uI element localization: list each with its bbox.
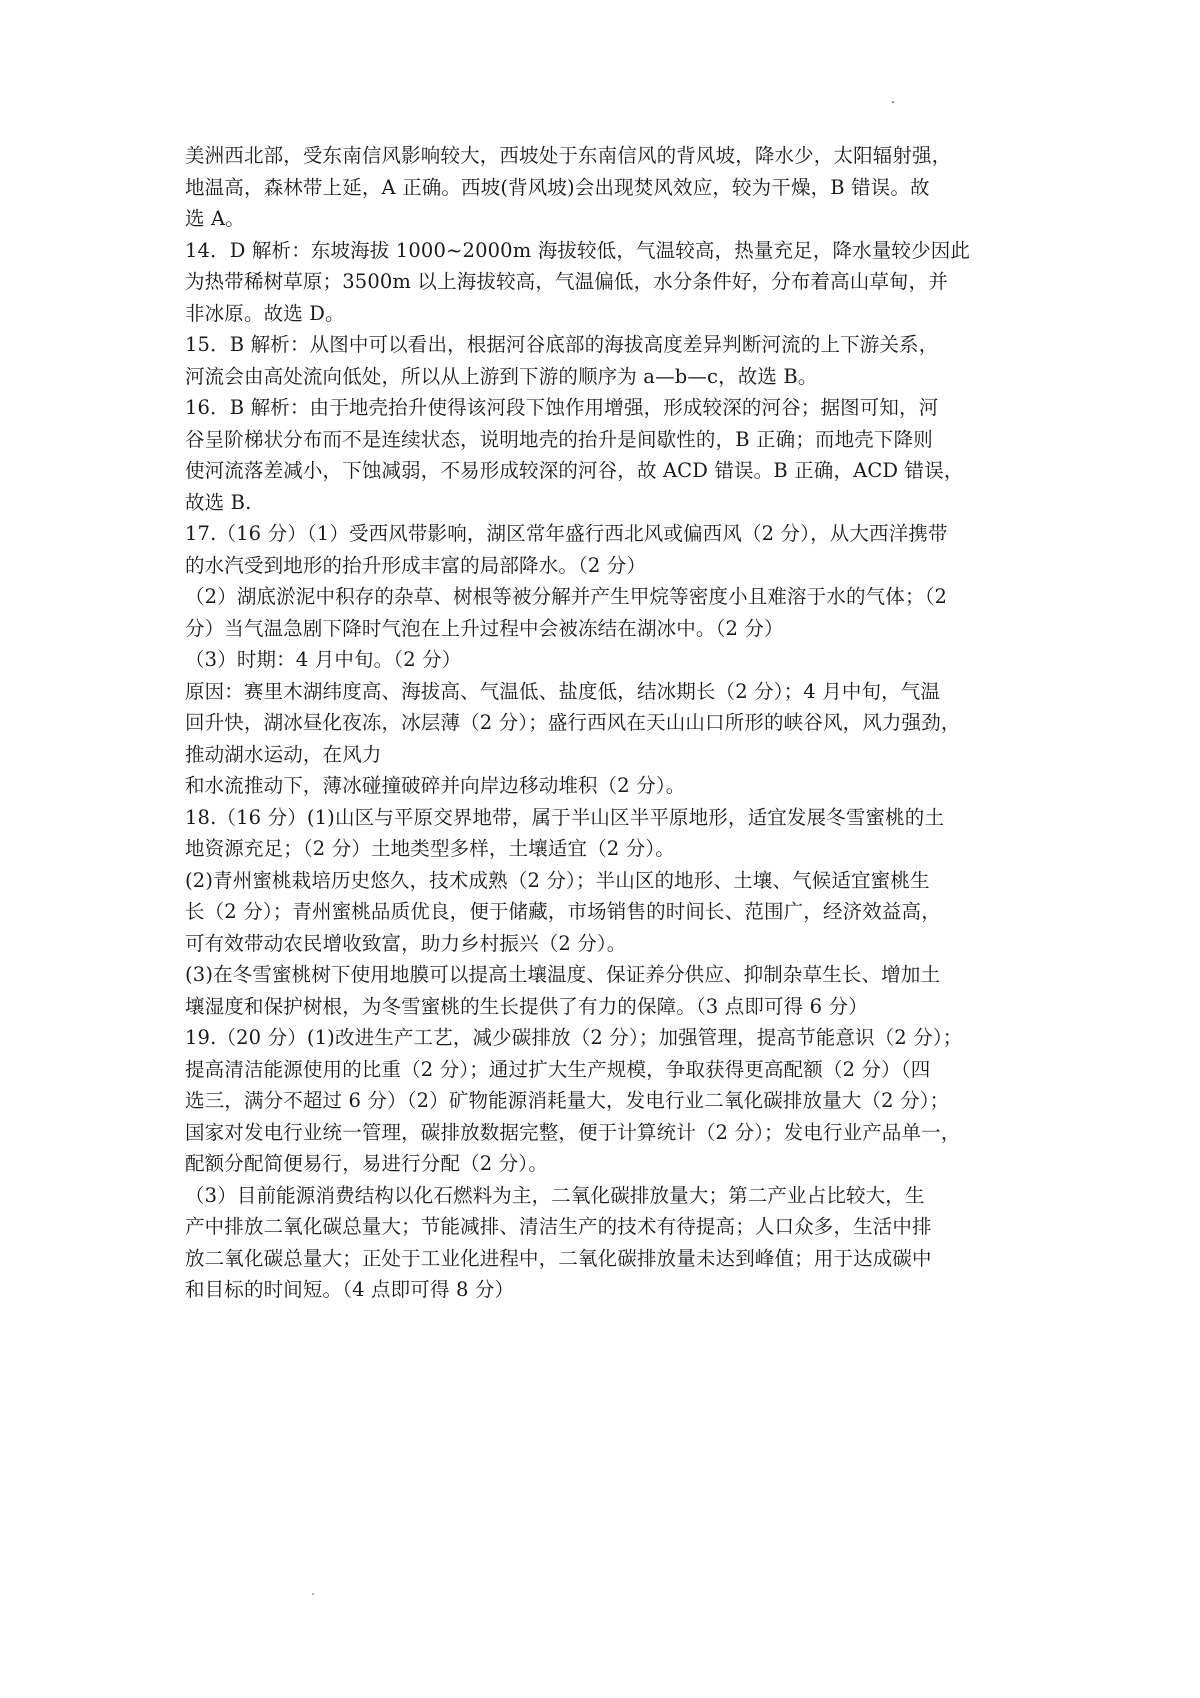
text-line: 非冰原。故选 D。 [185, 301, 345, 325]
text-line: （3）时期：4 月中旬。（2 分） [185, 648, 462, 671]
text-line: 回升快，湖冰昼化夜冻，冰层薄（2 分）；盛行西风在天山山口所形的峡谷风，风力强劲， [185, 711, 961, 734]
answer-17-line: 17.（16 分）（1）受西风带影响，湖区常年盛行西北风或偏西风（2 分），从大西洋携带 [185, 522, 948, 545]
text-line: 选 A。 [185, 207, 245, 230]
text-line: 可有效带动农民增收致富，助力乡村振兴（2 分）。 [185, 931, 627, 955]
text-line: 推动湖水运动，在风力 [185, 742, 382, 766]
scan-speck [312, 1593, 314, 1595]
answer-text-block [185, 140, 1035, 1306]
text-line: 选三，满分不超过 6 分）（2）矿物能源消耗量大，发电行业二氧化碳排放量大（2 分）； [185, 1089, 950, 1112]
text-line: 壤湿度和保护树根，为冬雪蜜桃的生长提供了有力的保障。（3 点即可得 6 分） [185, 994, 868, 1018]
text-line: 故选 B. [185, 490, 252, 514]
text-line: （2）湖底淤泥中积存的杂草、树根等被分解并产生甲烷等密度小且难溶于水的气体；（2 [185, 585, 948, 608]
text-line: 国家对发电行业统一管理，碳排放数据完整，便于计算统计（2 分）；发电行业产品单一， [185, 1120, 961, 1144]
text-line: 和目标的时间短。（4 点即可得 8 分） [185, 1278, 515, 1301]
text-line: 配额分配简便易行，易进行分配（2 分）。 [185, 1152, 548, 1175]
answer-14-line: 14．D 解析：东坡海拔 1000~2000m 海拔较低，气温较高，热量充足，降水量较少因此 [185, 238, 971, 262]
text-line: 提高清洁能源使用的比重（2 分）；通过扩大生产规模，争取获得更高配额（2 分）（四 [185, 1057, 931, 1081]
text-line: 为热带稀树草原；3500m 以上海拔较高，气温偏低，水分条件好，分布着高山草甸，并 [185, 270, 948, 293]
text-line: 的水汽受到地形的抬升形成丰富的局部降水。（2 分） [185, 553, 647, 577]
text-line: 美洲西北部，受东南信风影响较大，西坡处于东南信风的背风坡，降水少，太阳辐射强， [185, 144, 952, 167]
text-line: 长（2 分）；青州蜜桃品质优良，便于储藏，市场销售的时间长、范围广，经济效益高， [185, 900, 941, 923]
text-line: 原因：赛里木湖纬度高、海拔高、气温低、盐度低，结冰期长（2 分）；4 月中旬，气温 [185, 679, 941, 703]
scan-speck [892, 101, 894, 103]
text-line: (3)在冬雪蜜桃树下使用地膜可以提高土壤温度、保证养分供应、抑制杂草生长、增加土 [185, 963, 941, 986]
answer-15-line: 15．B 解析：从图中可以看出，根据河谷底部的海拔高度差异判断河流的上下游关系， [185, 333, 939, 356]
text-line: 和水流推动下，薄冰碰撞破碎并向岸边移动堆积（2 分）。 [185, 774, 686, 797]
text-line: (2)青州蜜桃栽培历史悠久，技术成熟（2 分）；半山区的地形、土壤、气候适宜蜜桃生 [185, 868, 930, 892]
text-line: 谷呈阶梯状分布而不是连续状态，说明地壳的抬升是间歇性的，B 正确；而地壳下降则 [185, 427, 933, 451]
text-line: 使河流落差减小，下蚀减弱，不易形成较深的河谷，故 ACD 错误。B 正确，ACD 错误， [185, 459, 964, 482]
text-line: 河流会由高处流向低处，所以从上游到下游的顺序为 a—b—c，故选 B。 [185, 364, 818, 388]
answer-18-line: 18.（16 分）(1)山区与平原交界地带，属于半山区半平原地形，适宜发展冬雪蜜桃的土 [185, 805, 945, 829]
text-line: 地资源充足；（2 分）土地类型多样，土壤适宜（2 分）。 [185, 837, 675, 860]
answer-16-line: 16．B 解析：由于地壳抬升使得该河段下蚀作用增强，形成较深的河谷；据图可知，河 [185, 396, 939, 419]
text-line: 放二氧化碳总量大；正处于工业化进程中，二氧化碳排放量未达到峰值；用于达成碳中 [185, 1246, 932, 1270]
answer-19-line: 19.（20 分）(1)改进生产工艺，减少碳排放（2 分）；加强管理，提高节能意识（2 分）； [185, 1026, 963, 1049]
text-line: 地温高，森林带上延，A 正确。西坡(背风坡)会出现焚风效应，较为干燥，B 错误。故 [185, 175, 930, 199]
text-line: 产中排放二氧化碳总量大；节能减排、清洁生产的技术有待提高；人口众多，生活中排 [185, 1215, 932, 1238]
text-line: 分）当气温急剧下降时气泡在上升过程中会被冻结在湖冰中。（2 分） [185, 616, 784, 640]
text-line: （3）目前能源消费结构以化石燃料为主，二氧化碳排放量大；第二产业占比较大，生 [185, 1183, 925, 1207]
